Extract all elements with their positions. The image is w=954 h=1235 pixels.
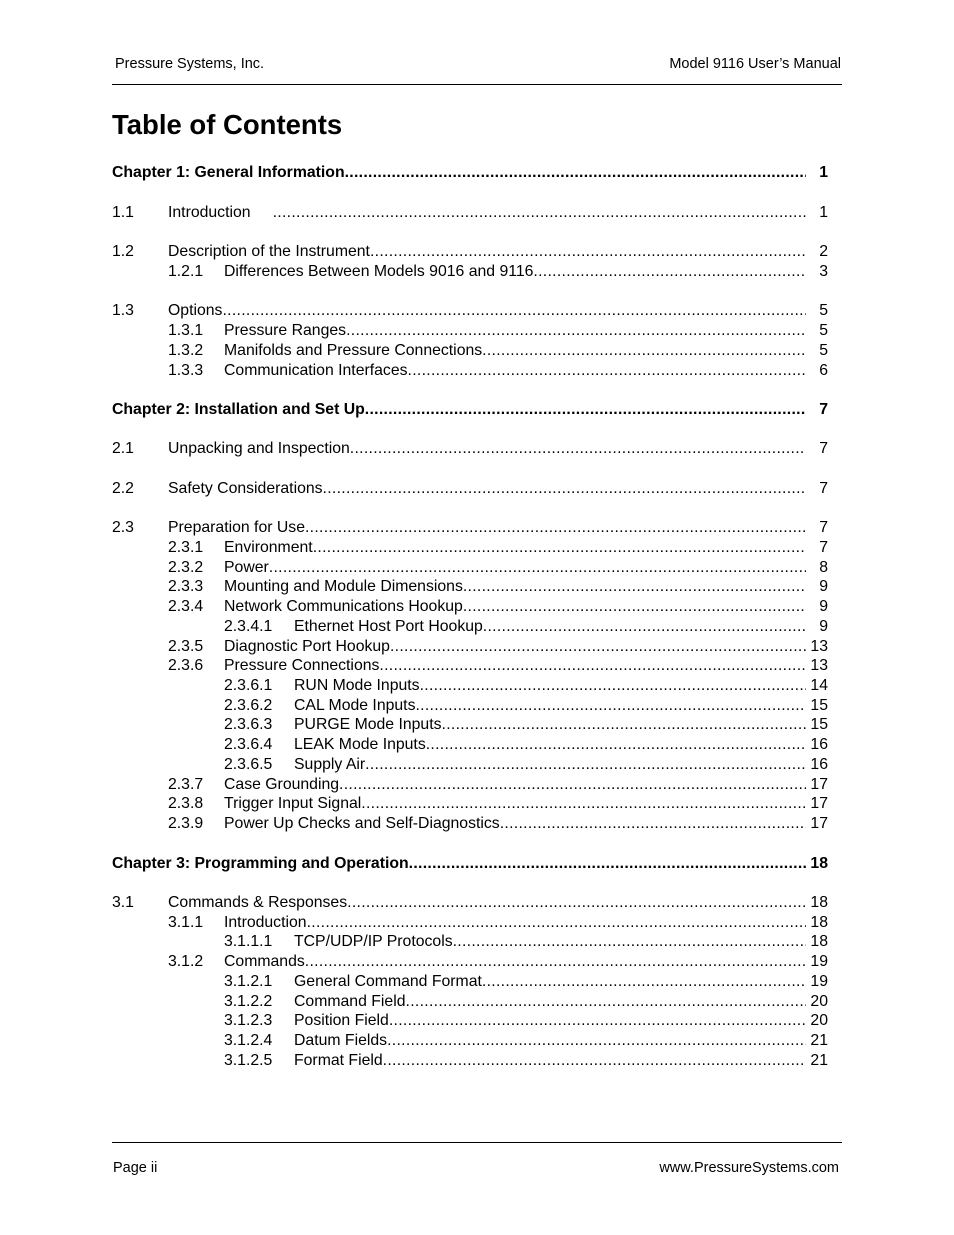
toc-entry-title: Preparation for Use bbox=[168, 519, 305, 536]
toc-dot-leader bbox=[482, 972, 806, 992]
toc-page-number: 21 bbox=[810, 1052, 828, 1069]
toc-page-number: 15 bbox=[810, 697, 828, 714]
toc-entry-title: Safety Considerations bbox=[168, 480, 323, 497]
toc-section-number: 3.1.2.5 bbox=[224, 1052, 273, 1069]
toc-dot-leader bbox=[415, 696, 806, 716]
toc-entry[interactable] bbox=[112, 932, 828, 952]
toc-section-number: 2.1 bbox=[112, 440, 134, 457]
header-manual-title: Model 9116 User’s Manual bbox=[669, 56, 841, 72]
toc-entry-title: Command Field bbox=[294, 993, 406, 1010]
toc-entry-title: Position Field bbox=[294, 1012, 389, 1029]
toc-page-number: 17 bbox=[810, 815, 828, 832]
toc-entry-title: Ethernet Host Port Hookup bbox=[294, 618, 483, 635]
toc-section-number: 1.2.1 bbox=[168, 263, 204, 280]
toc-entry[interactable] bbox=[112, 538, 828, 558]
toc-dot-leader bbox=[420, 676, 806, 696]
footer-website: www.PressureSystems.com bbox=[659, 1160, 839, 1176]
toc-page-number: 18 bbox=[810, 894, 828, 911]
toc-section-number: 2.3.7 bbox=[168, 776, 204, 793]
toc-dot-leader bbox=[339, 775, 806, 795]
toc-section-number: 2.3.5 bbox=[168, 638, 204, 655]
toc-entry[interactable] bbox=[112, 597, 828, 617]
toc-page-number: 17 bbox=[810, 795, 828, 812]
toc-entry-title: TCP/UDP/IP Protocols bbox=[294, 933, 453, 950]
toc-entry-title: Power Up Checks and Self-Diagnostics bbox=[224, 815, 500, 832]
header-divider bbox=[112, 84, 842, 85]
toc-entry-title: Chapter 2: Installation and Set Up bbox=[112, 401, 365, 418]
toc-entry-title: Introduction bbox=[224, 914, 307, 931]
toc-page-number: 5 bbox=[819, 302, 828, 319]
toc-section-number: 2.3.6 bbox=[168, 657, 204, 674]
toc-entry[interactable] bbox=[112, 676, 828, 696]
toc-section-number: 2.3.4 bbox=[168, 598, 204, 615]
toc-entry-title: Communication Interfaces bbox=[224, 362, 408, 379]
toc-page-number: 19 bbox=[810, 953, 828, 970]
toc-entry-title: RUN Mode Inputs bbox=[294, 677, 420, 694]
toc-entry[interactable] bbox=[112, 913, 828, 933]
toc-entry[interactable] bbox=[112, 262, 828, 282]
toc-entry-title: General Command Format bbox=[294, 973, 482, 990]
toc-entry[interactable] bbox=[112, 696, 828, 716]
toc-dot-leader bbox=[500, 814, 806, 834]
toc-entry-title: CAL Mode Inputs bbox=[294, 697, 416, 714]
page-title: Table of Contents bbox=[112, 109, 343, 140]
toc-entry[interactable] bbox=[112, 361, 828, 381]
toc-entry[interactable] bbox=[112, 794, 828, 814]
toc-dot-leader bbox=[442, 715, 806, 735]
toc-entry-title: Format Field bbox=[294, 1052, 383, 1069]
toc-section-number: 2.3.3 bbox=[168, 578, 204, 595]
toc-section-number: 1.3.1 bbox=[168, 322, 204, 339]
toc-dot-leader bbox=[387, 1031, 806, 1051]
toc-page-number: 7 bbox=[819, 519, 828, 536]
toc-entry[interactable] bbox=[112, 775, 828, 795]
toc-page-number: 3 bbox=[819, 263, 828, 280]
toc-entry[interactable] bbox=[112, 755, 828, 775]
toc-page-number: 16 bbox=[810, 756, 828, 773]
toc-entry[interactable] bbox=[112, 992, 828, 1012]
toc-section-number: 2.3.9 bbox=[168, 815, 204, 832]
toc-entry-title: LEAK Mode Inputs bbox=[294, 736, 426, 753]
toc-page-number: 2 bbox=[819, 243, 828, 260]
toc-section-number: 1.3.3 bbox=[168, 362, 204, 379]
toc-section-number: 1.3.2 bbox=[168, 342, 204, 359]
toc-entry-title: Manifolds and Pressure Connections bbox=[224, 342, 483, 359]
toc-dot-leader bbox=[533, 262, 806, 282]
toc-entry[interactable] bbox=[112, 242, 828, 262]
toc-dot-leader bbox=[453, 932, 806, 952]
toc-dot-leader bbox=[305, 518, 806, 538]
toc-dot-leader bbox=[222, 301, 806, 321]
toc-dot-leader bbox=[365, 755, 806, 775]
toc-section-number: 3.1 bbox=[112, 894, 134, 911]
toc-dot-leader bbox=[269, 558, 806, 578]
toc-section-number: 3.1.2 bbox=[168, 953, 204, 970]
toc-entry-title: Unpacking and Inspection bbox=[168, 440, 350, 457]
toc-dot-leader bbox=[307, 913, 806, 933]
toc-section-number: 2.3.6.2 bbox=[224, 697, 273, 714]
toc-dot-leader bbox=[482, 341, 806, 361]
toc-dot-leader bbox=[370, 242, 806, 262]
toc-entry-title: Pressure Ranges bbox=[224, 322, 347, 339]
toc-page-number: 6 bbox=[819, 362, 828, 379]
toc-section-number: 3.1.2.2 bbox=[224, 993, 273, 1010]
toc-page-number: 9 bbox=[819, 578, 828, 595]
toc-page-number: 13 bbox=[810, 657, 828, 674]
toc-page-number: 7 bbox=[819, 401, 828, 418]
toc-entry[interactable] bbox=[112, 518, 828, 538]
toc-section-number: 2.3.6.1 bbox=[224, 677, 273, 694]
toc-section-number: 2.3.1 bbox=[168, 539, 204, 556]
toc-section-number: 1.2 bbox=[112, 243, 134, 260]
toc-entry-title: Options bbox=[168, 302, 223, 319]
toc-dot-leader bbox=[305, 952, 806, 972]
page-footer bbox=[113, 1160, 842, 1180]
footer-page-number: Page ii bbox=[113, 1160, 158, 1176]
toc-entry-title: Power bbox=[224, 559, 269, 576]
toc-entry[interactable] bbox=[112, 637, 828, 657]
toc-dot-leader bbox=[409, 854, 806, 874]
toc-dot-leader bbox=[347, 893, 806, 913]
toc-dot-leader bbox=[463, 597, 806, 617]
toc-dot-leader bbox=[313, 538, 806, 558]
toc-page-number: 18 bbox=[810, 933, 828, 950]
toc-entry-title: Chapter 1: General Information bbox=[112, 164, 345, 181]
toc-section-number: 1.1 bbox=[112, 204, 134, 221]
toc-dot-leader bbox=[379, 656, 806, 676]
toc-page-number: 20 bbox=[810, 1012, 828, 1029]
toc-page-number: 7 bbox=[819, 440, 828, 457]
toc-entry-title: Introduction bbox=[168, 204, 251, 221]
toc-entry-title: Description of the Instrument bbox=[168, 243, 370, 260]
toc-page-number: 9 bbox=[819, 618, 828, 635]
toc-page-number: 15 bbox=[810, 716, 828, 733]
toc-entry-title: PURGE Mode Inputs bbox=[294, 716, 442, 733]
toc-page-number: 13 bbox=[810, 638, 828, 655]
toc-entry-title: Chapter 3: Programming and Operation bbox=[112, 855, 409, 872]
toc-section-number: 3.1.2.4 bbox=[224, 1032, 273, 1049]
toc-page-number: 9 bbox=[819, 598, 828, 615]
toc-dot-leader bbox=[406, 992, 807, 1012]
toc-page-number: 20 bbox=[810, 993, 828, 1010]
toc-entry[interactable] bbox=[112, 203, 828, 223]
toc-entry[interactable] bbox=[112, 439, 828, 459]
toc-dot-leader bbox=[389, 1011, 806, 1031]
toc-section-number: 2.3 bbox=[112, 519, 134, 536]
toc-dot-leader bbox=[323, 479, 806, 499]
toc-entry-title: Diagnostic Port Hookup bbox=[224, 638, 390, 655]
toc-page-number: 7 bbox=[819, 480, 828, 497]
toc-page-number: 21 bbox=[810, 1032, 828, 1049]
toc-section-number: 3.1.2.3 bbox=[224, 1012, 273, 1029]
toc-page-number: 18 bbox=[810, 914, 828, 931]
toc-entry[interactable] bbox=[112, 558, 828, 578]
toc-page-number: 17 bbox=[810, 776, 828, 793]
toc-chapter-entry[interactable] bbox=[112, 854, 828, 874]
toc-dot-leader bbox=[463, 577, 806, 597]
toc-page-number: 14 bbox=[810, 677, 828, 694]
toc-entry[interactable] bbox=[112, 577, 828, 597]
toc-entry-title: Supply Air bbox=[294, 756, 366, 773]
toc-chapter-entry[interactable] bbox=[112, 400, 828, 420]
toc-entry-title: Case Grounding bbox=[224, 776, 340, 793]
toc-page-number: 18 bbox=[810, 855, 828, 872]
toc-section-number: 1.3 bbox=[112, 302, 134, 319]
toc-dot-leader bbox=[346, 321, 806, 341]
toc-entry[interactable] bbox=[112, 893, 828, 913]
toc-entry[interactable] bbox=[112, 735, 828, 755]
toc-dot-leader bbox=[390, 637, 806, 657]
toc-section-number: 2.3.6.3 bbox=[224, 716, 273, 733]
toc-dot-leader bbox=[408, 361, 807, 381]
toc-dot-leader bbox=[361, 794, 806, 814]
toc-entry[interactable] bbox=[112, 1011, 828, 1031]
toc-dot-leader bbox=[426, 735, 806, 755]
toc-page-number: 5 bbox=[819, 342, 828, 359]
toc-entry-title: Pressure Connections bbox=[224, 657, 380, 674]
toc-entry[interactable] bbox=[112, 301, 828, 321]
toc-dot-leader bbox=[345, 163, 806, 183]
toc-entry[interactable] bbox=[112, 656, 828, 676]
toc-entry[interactable] bbox=[112, 321, 828, 341]
toc-page-number: 19 bbox=[810, 973, 828, 990]
toc-page-number: 1 bbox=[819, 204, 828, 221]
toc-page-number: 1 bbox=[819, 164, 828, 181]
toc-dot-leader bbox=[350, 439, 806, 459]
toc-section-number: 2.3.6.4 bbox=[224, 736, 273, 753]
toc-chapter-entry[interactable] bbox=[112, 163, 828, 183]
toc-section-number: 2.3.2 bbox=[168, 559, 204, 576]
toc-entry-title: Commands & Responses bbox=[168, 894, 348, 911]
toc-dot-leader bbox=[483, 617, 806, 637]
toc-section-number: 2.3.4.1 bbox=[224, 618, 273, 635]
toc-entry[interactable] bbox=[112, 715, 828, 735]
toc-page-number: 8 bbox=[819, 559, 828, 576]
toc-entry-title: Mounting and Module Dimensions bbox=[224, 578, 463, 595]
toc-section-number: 3.1.1 bbox=[168, 914, 204, 931]
toc-entry-title: Trigger Input Signal bbox=[224, 795, 362, 812]
header-company: Pressure Systems, Inc. bbox=[115, 56, 265, 72]
toc-entry-title: Datum Fields bbox=[294, 1032, 388, 1049]
page-header bbox=[113, 56, 842, 76]
toc-entry[interactable] bbox=[112, 1051, 828, 1071]
toc-section-number: 3.1.2.1 bbox=[224, 973, 273, 990]
toc-page-number: 16 bbox=[810, 736, 828, 753]
toc-entry[interactable] bbox=[112, 1031, 828, 1051]
toc-dot-leader bbox=[383, 1051, 806, 1071]
toc-entry[interactable] bbox=[112, 814, 828, 834]
toc-dot-leader bbox=[273, 203, 806, 223]
toc-dot-leader bbox=[365, 400, 806, 420]
toc-entry-title: Network Communications Hookup bbox=[224, 598, 463, 615]
toc-entry-title: Environment bbox=[224, 539, 313, 556]
toc-section-number: 2.3.6.5 bbox=[224, 756, 273, 773]
toc-entry[interactable] bbox=[112, 341, 828, 361]
toc-section-number: 3.1.1.1 bbox=[224, 933, 273, 950]
footer-divider bbox=[112, 1142, 842, 1143]
toc-page-number: 5 bbox=[819, 322, 828, 339]
toc-entry-title: Differences Between Models 9016 and 9116 bbox=[224, 263, 534, 280]
toc-entry[interactable] bbox=[112, 952, 828, 972]
toc-section-number: 2.3.8 bbox=[168, 795, 204, 812]
toc-section-number: 2.2 bbox=[112, 480, 134, 497]
toc-entry-title: Commands bbox=[224, 953, 305, 970]
toc-entry[interactable] bbox=[112, 972, 828, 992]
toc-entry[interactable] bbox=[112, 479, 828, 499]
toc-page-number: 7 bbox=[819, 539, 828, 556]
toc-entry[interactable] bbox=[112, 617, 828, 637]
